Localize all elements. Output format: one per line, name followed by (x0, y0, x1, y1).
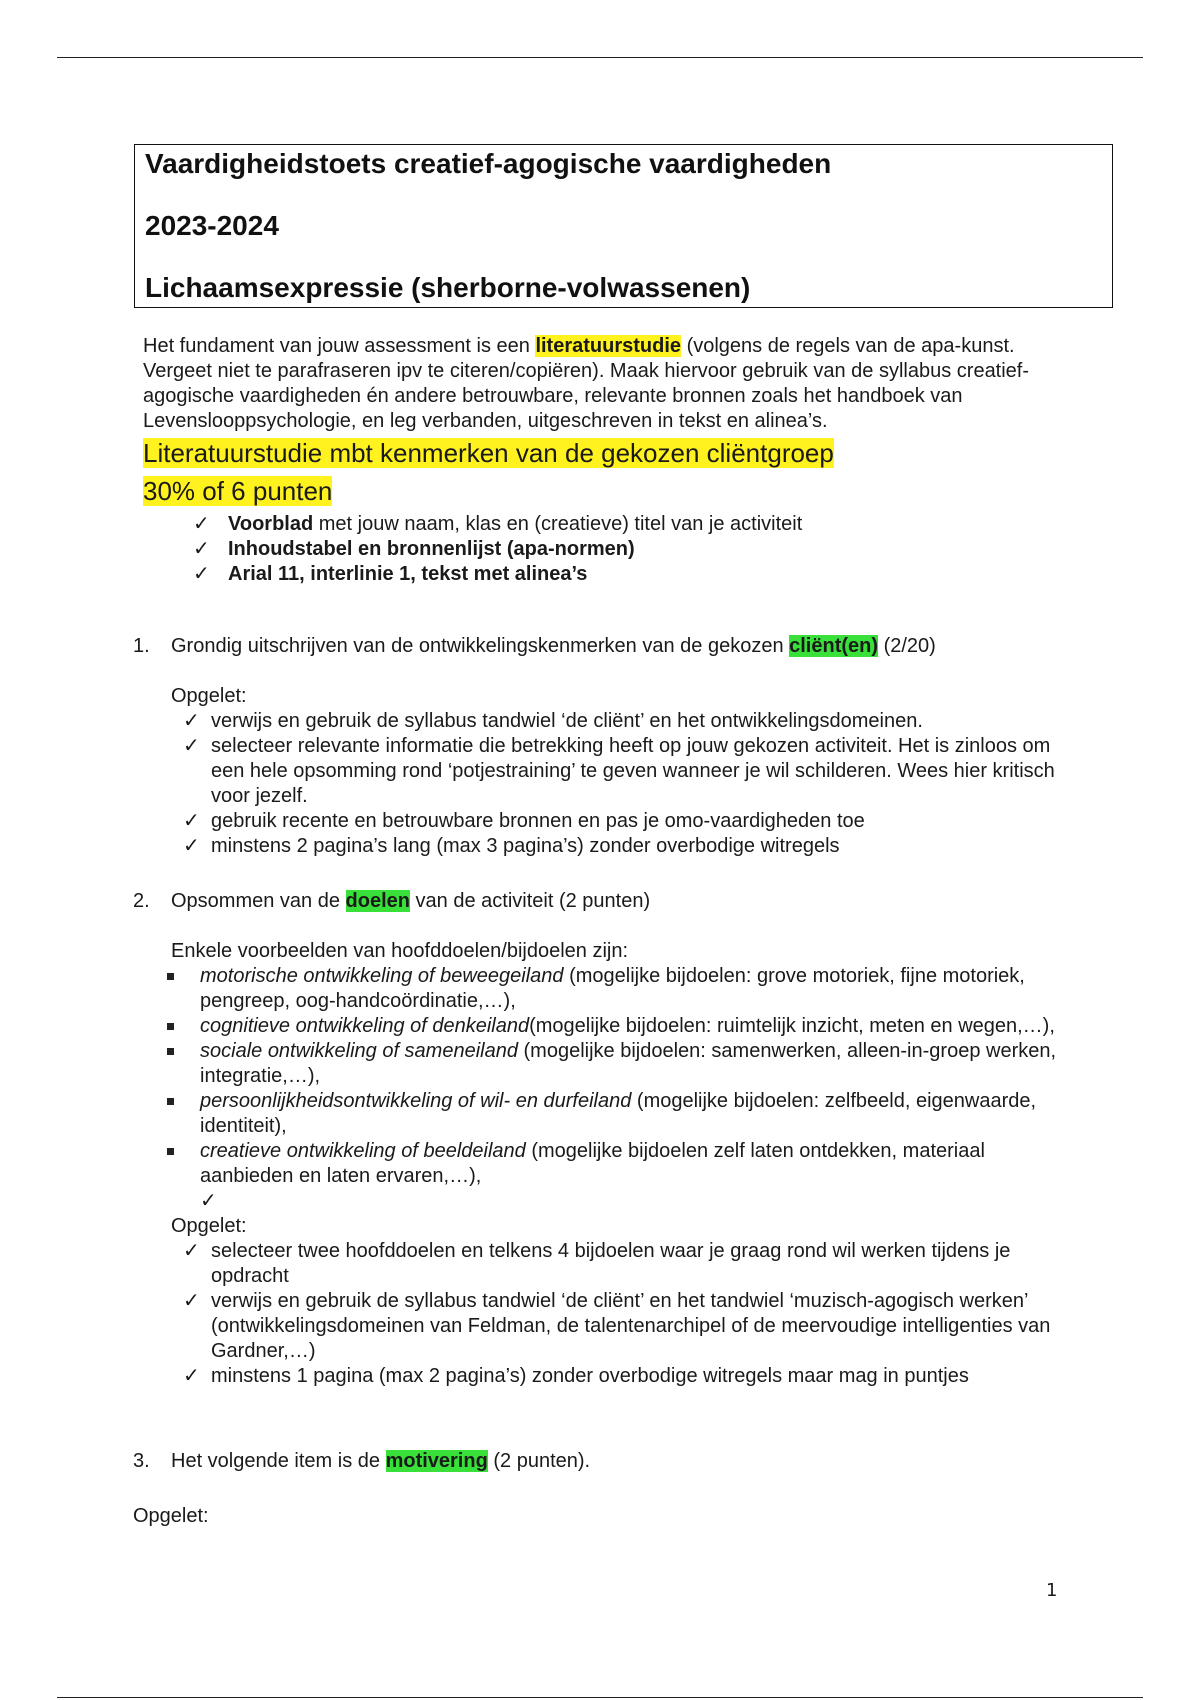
section-number: 1. (133, 635, 150, 657)
subject-title: Lichaamsexpressie (sherborne-volwassenen) (145, 272, 751, 303)
check-icon: ✓ (193, 563, 210, 585)
section-1-heading: 1. Grondig uitschrijven van de ontwikkelingskenmerken van de gekozen cliënt(en) (2/20) (133, 635, 936, 657)
list-item: ✓ minstens 1 pagina (max 2 pagina’s) zonder overbodige witregels maar mag in puntjes (183, 1365, 969, 1387)
top-rule (57, 57, 1143, 58)
list-item: motorische ontwikkeling of beweegeiland (mogelijke bijdoelen: grove motoriek, fijne motoriek, pengreep, oog-handcoördinatie,…), (143, 964, 1073, 1014)
bottom-rule (57, 1697, 1143, 1698)
literature-heading: Literatuurstudie mbt kenmerken van de gekozen cliëntgroep (143, 438, 834, 468)
document-title: Vaardigheidstoets creatief-agogische vaardigheden (145, 148, 832, 179)
list-item: ✓ verwijs en gebruik de syllabus tandwiel ‘de cliënt’ en het ontwikkelingsdomeinen. (183, 710, 923, 732)
document-body (133, 334, 1073, 1527)
bullet-icon (167, 1023, 174, 1030)
list-item: persoonlijkheidsontwikkeling of wil- en durfeiland (mogelijke bijdoelen: zelfbeeld, eigenwaarde, identiteit), (143, 1089, 1073, 1139)
bullet-icon (167, 1098, 174, 1105)
list-item: ✓ verwijs en gebruik de syllabus tandwiel ‘de cliënt’ en het tandwiel ‘muzisch-agogisch werken’ (ontwikkelingsdomeinen van Feldman, de talentenarchipel of de meervoudige intelligenties van Gardner,…) (183, 1290, 1051, 1362)
list-item: ✓ Voorblad met jouw naam, klas en (creatieve) titel van je activiteit (193, 513, 803, 535)
section-number: 3. (133, 1450, 150, 1472)
school-year: 2023-2024 (145, 210, 279, 241)
check-icon: ✓ (183, 1365, 200, 1387)
list-item: ✓ Inhoudstabel en bronnenlijst (apa-normen) (193, 538, 635, 560)
check-icon: ✓ (200, 1190, 217, 1212)
list-item (200, 1189, 1073, 1214)
check-icon: ✓ (183, 735, 200, 757)
goals-highlight: doelen (345, 890, 410, 912)
section-2-note-label: Opgelet: (171, 1215, 247, 1237)
section-1-checks (171, 709, 1073, 859)
list-item: ✓ minstens 2 pagina’s lang (max 3 pagina’s) zonder overbodige witregels (183, 835, 840, 857)
literature-points: 30% of 6 punten (143, 476, 333, 506)
requirements-list (193, 512, 1073, 587)
section-2-heading: 2. Opsommen van de doelen van de activiteit (2 punten) (133, 890, 651, 912)
motivation-highlight: motivering (385, 1450, 488, 1472)
check-icon: ✓ (183, 835, 200, 857)
section-3 (133, 1449, 1073, 1529)
section-number: 2. (133, 890, 150, 912)
intro-paragraph: Het fundament van jouw assessment is een literatuurstudie (volgens de regels van de apa-kunst. Vergeet niet te parafraseren ipv te citeren/copiëren). Maak hiervoor gebruik van de syllabus creatief-agogische vaardigheden én andere betrouwbare, relevante bronnen zoals het handboek van Levenslooppsychologie, en leg verbanden, uitgeschreven in tekst en alinea’s. (143, 335, 1030, 432)
section-1-note-label: Opgelet: (171, 685, 247, 707)
list-item: ✓ selecteer relevante informatie die betrekking heeft op jouw gekozen activiteit. Het is zinloos om een hele opsomming rond ‘potjestraining’ te geven wanneer je wil schilderen. Wees hier kritisch voor jezelf. (183, 735, 1055, 807)
empty-check-line (200, 1189, 1073, 1214)
bullet-icon (167, 1048, 174, 1055)
goal-examples-list (143, 964, 1073, 1189)
section-1 (133, 634, 1073, 859)
page-number: 1 (1046, 1580, 1058, 1601)
bullet-icon (167, 1148, 174, 1155)
section-2 (133, 889, 1073, 1389)
list-item: ✓ Arial 11, interlinie 1, tekst met alinea’s (193, 563, 588, 585)
check-icon: ✓ (183, 1290, 200, 1312)
section-3-note-label: Opgelet: (133, 1505, 209, 1527)
check-icon: ✓ (193, 513, 210, 535)
examples-intro: Enkele voorbeelden van hoofddoelen/bijdoelen zijn: (171, 940, 629, 962)
client-highlight: cliënt(en) (789, 635, 879, 657)
check-icon: ✓ (193, 538, 210, 560)
check-icon: ✓ (183, 710, 200, 732)
section-2-checks (171, 1239, 1073, 1389)
check-icon: ✓ (183, 810, 200, 832)
title-box (134, 144, 1113, 308)
list-item: cognitieve ontwikkeling of denkeiland(mogelijke bijdoelen: ruimtelijk inzicht, meten en wegen,…), (143, 1014, 1073, 1039)
section-3-heading: 3. Het volgende item is de motivering (2 punten). (133, 1450, 591, 1472)
list-item: ✓ selecteer twee hoofddoelen en telkens 4 bijdoelen waar je graag rond wil werken tijdens je opdracht (183, 1240, 1011, 1287)
list-item: sociale ontwikkeling of sameneiland (mogelijke bijdoelen: samenwerken, alleen-in-groep werken, integratie,…), (143, 1039, 1073, 1089)
bullet-icon (167, 973, 174, 980)
literature-study-highlight: literatuurstudie (535, 335, 682, 357)
check-icon: ✓ (183, 1240, 200, 1262)
list-item: creatieve ontwikkeling of beeldeiland (mogelijke bijdoelen zelf laten ontdekken, materiaal aanbieden en laten ervaren,…), (143, 1139, 1073, 1189)
list-item: ✓ gebruik recente en betrouwbare bronnen en pas je omo-vaardigheden toe (183, 810, 865, 832)
